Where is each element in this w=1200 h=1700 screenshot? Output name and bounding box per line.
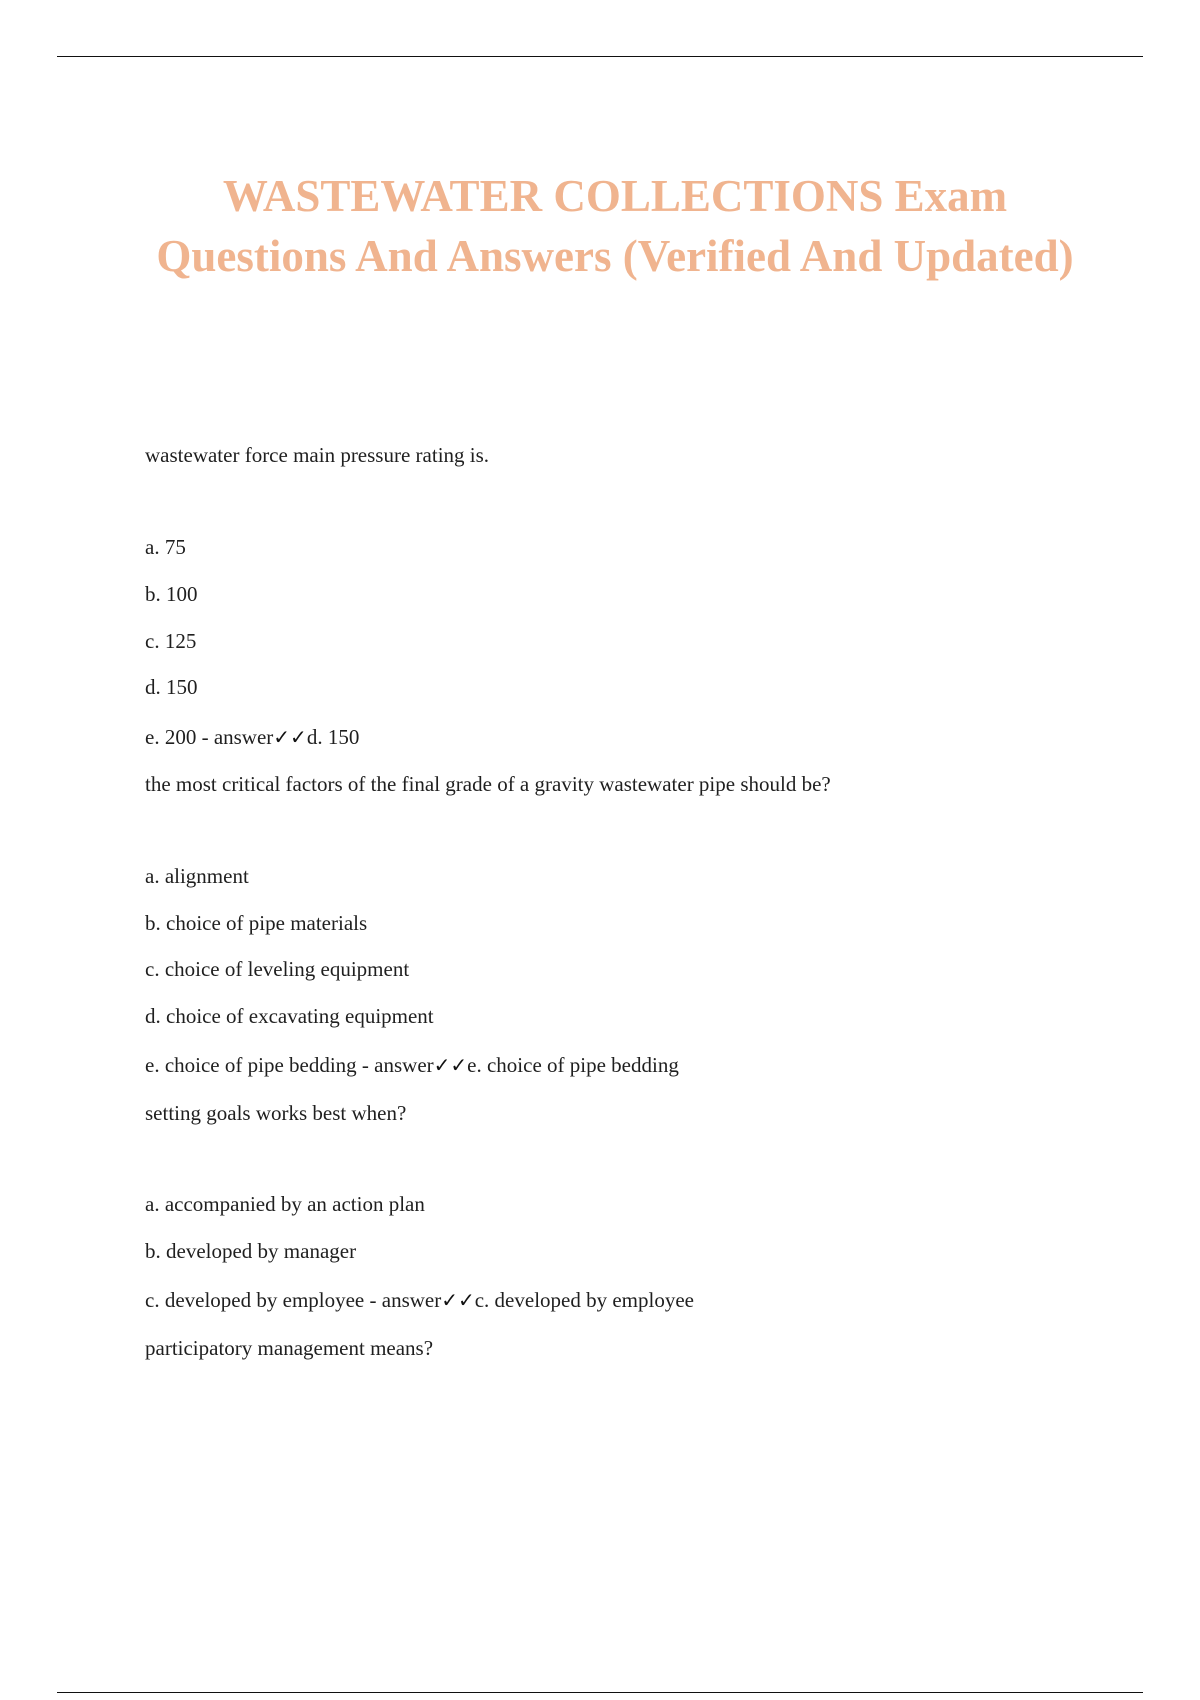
check-mark-icon: ✓✓	[273, 725, 307, 749]
question-2-answer-line	[145, 1052, 679, 1078]
check-mark-icon: ✓✓	[441, 1288, 475, 1312]
question-1-answer: d. 150	[306, 725, 360, 749]
question-3-option-c: c. developed by employee - answer	[145, 1288, 442, 1312]
question-2-option-a: a. alignment	[145, 864, 249, 888]
document-title: WASTEWATER COLLECTIONS Exam Questions And Answers (Verified And Updated)	[156, 171, 1074, 281]
question-3-answer: c. developed by employee	[474, 1288, 694, 1312]
question-2-prompt: the most critical factors of the final grade of a gravity wastewater pipe should be?	[145, 772, 831, 796]
question-3-prompt: setting goals works best when?	[145, 1101, 407, 1125]
question-1-answer-line	[145, 724, 359, 750]
question-3-option-b: b. developed by manager	[145, 1239, 357, 1263]
question-2-option-c: c. choice of leveling equipment	[145, 957, 410, 981]
question-1-option-d: d. 150	[145, 675, 198, 699]
question-2-answer: e. choice of pipe bedding	[467, 1053, 679, 1077]
footer-rule	[57, 1692, 1143, 1693]
question-2-option-d: d. choice of excavating equipment	[145, 1004, 434, 1028]
question-2-option-e: e. choice of pipe bedding - answer	[145, 1053, 434, 1077]
question-1-option-a: a. 75	[145, 535, 186, 559]
question-4-prompt: participatory management means?	[145, 1336, 434, 1360]
question-3-option-a: a. accompanied by an action plan	[145, 1192, 425, 1216]
question-1-prompt: wastewater force main pressure rating is.	[145, 443, 490, 467]
question-1-option-e: e. 200 - answer	[145, 725, 274, 749]
check-mark-icon: ✓✓	[433, 1053, 468, 1077]
question-3-answer-line	[145, 1287, 694, 1313]
header-rule	[57, 56, 1143, 57]
question-2-option-b: b. choice of pipe materials	[145, 911, 368, 935]
question-1-option-c: c. 125	[145, 629, 197, 653]
question-1-option-b: b. 100	[145, 582, 198, 606]
